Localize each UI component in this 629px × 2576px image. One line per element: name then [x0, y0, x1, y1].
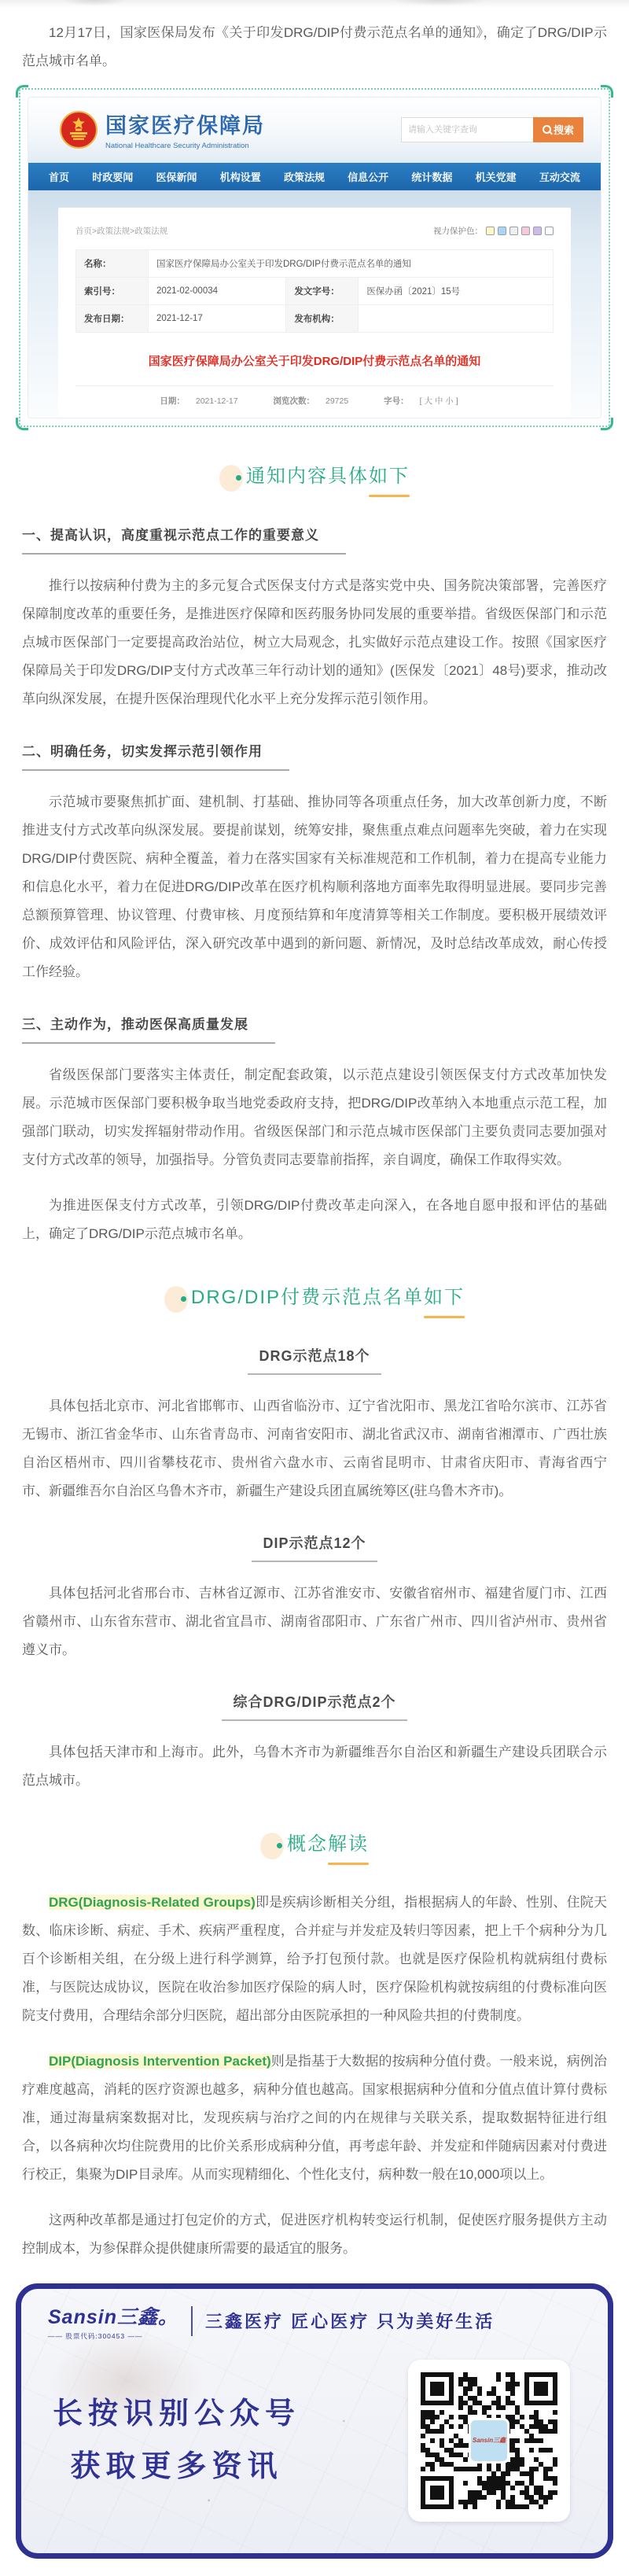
notice-meta-row [75, 385, 554, 418]
section-title: 概念解读 [287, 1828, 369, 1865]
drg-term-highlight: DRG(Diagnosis-Related Groups) [49, 1894, 256, 1910]
corner-accent [16, 85, 28, 98]
meta-fontsize-label: 字号： [384, 396, 409, 406]
search-input[interactable] [401, 117, 533, 142]
site-brand [60, 109, 265, 150]
paragraph-combined-cities: 具体包括天津市和上海市。此外，乌鲁木齐市为新疆维吾尔自治区和新疆生产建设兵团联合示范点城市。 [22, 1744, 607, 1788]
site-nav [28, 163, 601, 190]
meta-views-label: 浏览次数： [273, 396, 314, 406]
document-meta-table [75, 249, 554, 333]
heading-1: 一、提高认识，高度重视示范点工作的重要意义 [22, 524, 607, 555]
qr-center-logo: Sansin三鑫 [469, 2418, 509, 2464]
nav-item-policy[interactable]: 政策法规 [283, 171, 325, 183]
section-title: DRG/DIP付费示范点名单如下 [191, 1281, 465, 1318]
search-button[interactable] [533, 117, 583, 142]
field-value-docnum: 医保办函〔2021〕15号 [359, 278, 554, 305]
follow-cta-text: 长按识别公众号 获取更多资讯 [53, 2397, 301, 2483]
national-emblem-icon [60, 111, 97, 149]
meta-date-value: 2021-12-17 [195, 396, 238, 406]
subheading-drg: DRG示范点18个 [0, 1345, 629, 1375]
paragraph-4: 为推进医保支付方式改革，引领DRG/DIP付费改革走向深入，在各地自愿申报和评估的基础上，确定了DRG/DIP示范点城市名单。 [22, 1197, 607, 1241]
eye-color-swatch[interactable] [521, 227, 530, 235]
previous-banner-fragment [0, 0, 629, 9]
field-value-pubdate: 2021-12-17 [149, 305, 286, 333]
font-size-controls[interactable]: [ 大 中 小 ] [419, 396, 458, 406]
paragraph-dip-definition [22, 2047, 607, 2189]
nav-item-politics-news[interactable]: 时政要闻 [92, 171, 134, 183]
qr-code [408, 2360, 570, 2522]
nav-item-statistics[interactable]: 统计数据 [411, 171, 453, 183]
field-label-puborg: 发布机构： [286, 305, 359, 333]
site-search [401, 117, 583, 142]
notice-title: 国家医疗保障局办公室关于印发DRG/DIP付费示范点名单的通知 [148, 355, 481, 368]
agency-name: 国家医疗保障局 [105, 114, 265, 138]
paragraph-drg-cities: 具体包括北京市、河北省邯郸市、山西省临汾市、辽宁省沈阳市、黑龙江省哈尔滨市、江苏省无锡市、浙江省金华市、山东省青岛市、河南省安阳市、湖北省武汉市、湖南省湘潭市、广西壮族自治区梧州市、四川省攀枝花市、贵州省六盘水市、云南省昆明市、甘肃省庆阳市、青海省西宁市、新疆维吾尔自治区乌鲁木齐市，新疆生产建设兵团直属统筹区(驻乌鲁木齐市)。 [22, 1398, 607, 1498]
field-label-name: 名称： [76, 250, 149, 278]
nav-item-home[interactable]: 首页 [49, 171, 70, 183]
eye-color-swatch[interactable] [533, 227, 542, 235]
section-header-concepts [0, 1828, 629, 1865]
paragraph-dip-cities: 具体包括河北省邢台市、吉林省辽源市、江苏省淮安市、安徽省宿州市、福建省厦门市、江西省赣州市、山东省东营市、湖北省宜昌市、湖南省邵阳市、广东省广州市、四川省泸州市、贵州省遵义市。 [22, 1585, 607, 1657]
eye-protect-colors [433, 225, 554, 237]
sansin-logo [48, 2301, 178, 2341]
heading-2: 二、明确任务，切实发挥示范引领作用 [22, 740, 607, 771]
intro-paragraph: 12月17日，国家医保局发布《关于印发DRG/DIP付费示范点名单的通知》，确定了DRG/DIP示范点城市名单。 [22, 25, 607, 68]
meta-date-label: 日期： [160, 396, 185, 406]
paragraph-closing: 这两种改革都是通过打包定价的方式，促进医疗机构转变运行机制，促使医疗服务提供方主动控制成本，为参保群众提供健康所需要的最适宜的服务。 [22, 2212, 607, 2256]
agency-name-en: National Healthcare Security Administration [105, 142, 249, 150]
dip-definition-text: 则是指基于大数据的按病种分值付费。一般来说，病例治疗难度越高，消耗的医疗资源也越多，病种分值也越高。国家根据病种分值和分值点值计算付费标准，通过海量病案数据对比，发现疾病与治疗之间的内在规律与关联关系，提取数据特征进行组合，以各病种次均住院费用的比价关系形成病种分值，再考虑年龄、并发症和伴随病因素对付费进行校正，集聚为DIP目录库。从而实现精细化、个性化支付，病种数一般在10,000项以上。 [22, 2053, 607, 2182]
eye-protect-label: 视力保护色： [433, 227, 483, 236]
nav-item-info-disclosure[interactable]: 信息公开 [348, 171, 389, 183]
field-value-name: 国家医疗保障局办公室关于印发DRG/DIP付费示范点名单的通知 [149, 250, 554, 278]
field-label-pubdate: 发布日期： [76, 305, 149, 333]
field-label-docnum: 发文字号： [286, 278, 359, 305]
gov-site-screenshot [19, 88, 610, 427]
eye-color-swatch[interactable] [498, 227, 506, 235]
field-label-index: 索引号： [76, 278, 149, 305]
section-header-demo-list [0, 1281, 629, 1318]
footer-banner [16, 2283, 613, 2559]
stock-code: —— 股票代码:300453 —— [48, 2331, 143, 2340]
nav-item-interaction[interactable]: 互动交流 [539, 171, 580, 183]
green-dot-icon [181, 1296, 186, 1302]
breadcrumb[interactable]: 首页>政策法规>政策法规 [75, 227, 168, 236]
paragraph-drg-definition [22, 1889, 607, 2030]
corner-accent [601, 418, 613, 430]
drg-definition-text: 即是疾病诊断相关分组，指根据病人的年龄、性别、住院天数、临床诊断、病症、手术、疾病严重程度，合并症与并发症及转归等因素，把上千个病种分为几百个诊断相关组，在分级上进行科学测算，给予打包预付款。也就是医疗保险机构就病组付费标准，与医院达成协议，医院在收治参加医疗保险的病人时，医疗保险机构就按病组的付费标准向医院支付费用，合理结余部分归医院，超出部分由医院承担的一种风险共担的付费制度。 [22, 1894, 607, 2023]
site-body [28, 190, 601, 418]
divider [191, 2306, 193, 2336]
green-dot-icon [277, 1843, 282, 1848]
eye-color-swatch[interactable] [509, 227, 518, 235]
subheading-combined: 综合DRG/DIP示范点2个 [0, 1691, 629, 1721]
site-header [28, 98, 601, 163]
meta-views-value: 29725 [326, 396, 349, 406]
heading-3: 三、主动作为，推动医保高质量发展 [22, 1013, 607, 1044]
field-value-puborg [359, 305, 554, 333]
green-dot-icon [236, 475, 241, 481]
corner-accent [16, 418, 28, 430]
field-value-index: 2021-02-00034 [149, 278, 286, 305]
section-header-notice-content [0, 460, 629, 497]
paragraph-2: 示范城市要聚焦抓扩面、建机制、打基础、推协同等各项重点任务，加大改革创新力度，不断推进支付方式改革向纵深发展。要提前谋划，统筹安排，聚焦重点难点问题率先突破，着力在实现DRG/DIP付费医院、病种全覆盖，着力在落实国家有关标准规范和工作机制，着力在提高专业能力和信息化水平，着力在促进DRG/DIP改革在医疗机构顺利落地方面率先取得明显进展。要同步完善总额预算管理、协议管理、付费审核、月度预结算和年度清算等相关工作制度。要积极开展绩效评价、成效评估和风险评估，深入研究改革中遇到的新问题、新情况，及时总结改革成效，耐心传授工作经验。 [22, 794, 607, 979]
document-card [58, 208, 571, 418]
eye-color-swatch[interactable] [545, 227, 554, 235]
nav-item-medical-news[interactable]: 医保新闻 [156, 171, 197, 183]
section-title: 通知内容具体如下 [246, 460, 410, 497]
paragraph-3: 省级医保部门要落实主体责任，制定配套政策，以示范点建设引领医保支付方式改革加快发展。示范城市医保部门要积极争取当地党委政府支持，把DRG/DIP改革纳入本地重点示范工程，加强部门联动，切实发挥辐射带动作用。省级医保部门和示范点城市医保部门主要负责同志要加强对支付方式改革的领导，加强指导。分管负责同志要靠前指挥，亲自调度，确保工作取得实效。 [22, 1067, 607, 1167]
nav-item-party-building[interactable]: 机关党建 [475, 171, 517, 183]
sansin-logo-text: Sansin三鑫。 [48, 2305, 178, 2328]
search-icon [543, 125, 551, 134]
subheading-dip: DIP示范点12个 [0, 1532, 629, 1562]
nav-item-organization[interactable]: 机构设置 [219, 171, 261, 183]
corner-accent [601, 85, 613, 98]
brand-slogan: 三鑫医疗 匠心医疗 只为美好生活 [204, 2312, 495, 2331]
dip-term-highlight: DIP(Diagnosis Intervention Packet) [49, 2053, 271, 2069]
eye-color-swatch[interactable] [486, 227, 495, 235]
paragraph-1: 推行以按病种付费为主的多元复合式医保支付方式是落实党中央、国务院决策部署，完善医疗保障制度改革的重要任务，是推进医疗保障和医药服务协同发展的重要举措。省级医保部门和示范点城市医保部门一定要提高政治站位，树立大局观念，扎实做好示范点建设工作。按照《国家医疗保障局关于印发DRG/DIP支付方式改革三年行动计划的通知》(医保发〔2021〕48号)要求，推动改革向纵深发展，在提升医保治理现代化水平上充分发挥示范引领作用。 [22, 577, 607, 706]
search-button-label: 搜索 [553, 124, 574, 136]
